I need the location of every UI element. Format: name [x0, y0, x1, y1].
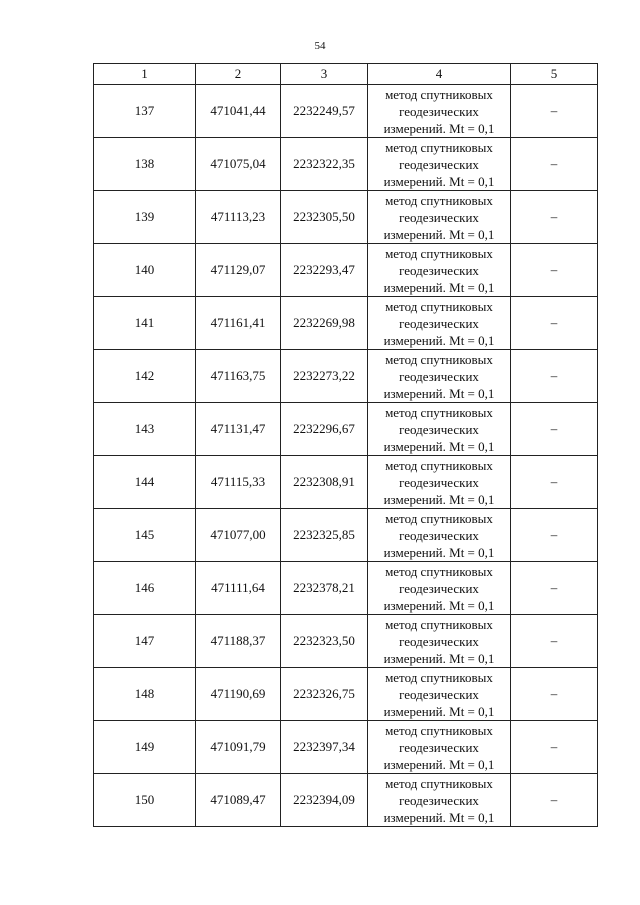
y-coordinate-cell: 2232273,22: [281, 350, 368, 403]
point-number-cell: 148: [94, 668, 196, 721]
note-cell: –: [511, 403, 598, 456]
table-row: [94, 615, 598, 668]
x-coordinate-cell: 471115,33: [196, 456, 281, 509]
x-coordinate-cell: 471077,00: [196, 509, 281, 562]
y-coordinate-cell: 2232326,75: [281, 668, 368, 721]
x-coordinate-cell: 471131,47: [196, 403, 281, 456]
note-cell: –: [511, 456, 598, 509]
x-coordinate-cell: 471190,69: [196, 668, 281, 721]
y-coordinate-cell: 2232394,09: [281, 774, 368, 827]
point-number-cell: 146: [94, 562, 196, 615]
coordinates-table: [93, 63, 598, 827]
header-row: [94, 64, 598, 85]
method-cell: метод спутниковых геодезических измерений. Mt = 0,1: [368, 721, 511, 774]
table-row: [94, 721, 598, 774]
point-number-cell: 141: [94, 297, 196, 350]
method-cell: метод спутниковых геодезических измерений. Mt = 0,1: [368, 456, 511, 509]
x-coordinate-cell: 471163,75: [196, 350, 281, 403]
method-cell: метод спутниковых геодезических измерений. Mt = 0,1: [368, 403, 511, 456]
header-cell-2: 2: [196, 64, 281, 85]
y-coordinate-cell: 2232325,85: [281, 509, 368, 562]
point-number-cell: 140: [94, 244, 196, 297]
note-cell: –: [511, 191, 598, 244]
method-cell: метод спутниковых геодезических измерений. Mt = 0,1: [368, 244, 511, 297]
table-row: [94, 509, 598, 562]
y-coordinate-cell: 2232293,47: [281, 244, 368, 297]
header-cell-1: 1: [94, 64, 196, 85]
method-cell: метод спутниковых геодезических измерений. Mt = 0,1: [368, 668, 511, 721]
table-row: [94, 350, 598, 403]
table-body: [94, 85, 598, 827]
note-cell: –: [511, 350, 598, 403]
y-coordinate-cell: 2232308,91: [281, 456, 368, 509]
note-cell: –: [511, 774, 598, 827]
point-number-cell: 149: [94, 721, 196, 774]
table-row: [94, 85, 598, 138]
table-row: [94, 562, 598, 615]
method-cell: метод спутниковых геодезических измерений. Mt = 0,1: [368, 562, 511, 615]
header-cell-5: 5: [511, 64, 598, 85]
page-number: 54: [314, 40, 326, 52]
x-coordinate-cell: 471091,79: [196, 721, 281, 774]
y-coordinate-cell: 2232323,50: [281, 615, 368, 668]
table-row: [94, 138, 598, 191]
x-coordinate-cell: 471188,37: [196, 615, 281, 668]
note-cell: –: [511, 562, 598, 615]
table-row: [94, 403, 598, 456]
x-coordinate-cell: 471161,41: [196, 297, 281, 350]
point-number-cell: 143: [94, 403, 196, 456]
method-cell: метод спутниковых геодезических измерений. Mt = 0,1: [368, 85, 511, 138]
point-number-cell: 145: [94, 509, 196, 562]
x-coordinate-cell: 471111,64: [196, 562, 281, 615]
table-row: [94, 774, 598, 827]
x-coordinate-cell: 471129,07: [196, 244, 281, 297]
table-row: [94, 244, 598, 297]
x-coordinate-cell: 471075,04: [196, 138, 281, 191]
note-cell: –: [511, 721, 598, 774]
note-cell: –: [511, 244, 598, 297]
point-number-cell: 150: [94, 774, 196, 827]
method-cell: метод спутниковых геодезических измерений. Mt = 0,1: [368, 297, 511, 350]
point-number-cell: 138: [94, 138, 196, 191]
x-coordinate-cell: 471113,23: [196, 191, 281, 244]
note-cell: –: [511, 668, 598, 721]
method-cell: метод спутниковых геодезических измерений. Mt = 0,1: [368, 350, 511, 403]
y-coordinate-cell: 2232269,98: [281, 297, 368, 350]
table-row: [94, 668, 598, 721]
y-coordinate-cell: 2232397,34: [281, 721, 368, 774]
note-cell: –: [511, 138, 598, 191]
y-coordinate-cell: 2232296,67: [281, 403, 368, 456]
table-row: [94, 191, 598, 244]
method-cell: метод спутниковых геодезических измерений. Mt = 0,1: [368, 191, 511, 244]
point-number-cell: 142: [94, 350, 196, 403]
point-number-cell: 147: [94, 615, 196, 668]
table-header: [94, 64, 598, 85]
point-number-cell: 139: [94, 191, 196, 244]
y-coordinate-cell: 2232249,57: [281, 85, 368, 138]
method-cell: метод спутниковых геодезических измерений. Mt = 0,1: [368, 138, 511, 191]
method-cell: метод спутниковых геодезических измерений. Mt = 0,1: [368, 774, 511, 827]
point-number-cell: 144: [94, 456, 196, 509]
y-coordinate-cell: 2232378,21: [281, 562, 368, 615]
table-row: [94, 297, 598, 350]
note-cell: –: [511, 509, 598, 562]
header-cell-3: 3: [281, 64, 368, 85]
x-coordinate-cell: 471041,44: [196, 85, 281, 138]
point-number-cell: 137: [94, 85, 196, 138]
header-cell-4: 4: [368, 64, 511, 85]
note-cell: –: [511, 297, 598, 350]
x-coordinate-cell: 471089,47: [196, 774, 281, 827]
method-cell: метод спутниковых геодезических измерений. Mt = 0,1: [368, 509, 511, 562]
table-row: [94, 456, 598, 509]
note-cell: –: [511, 85, 598, 138]
y-coordinate-cell: 2232322,35: [281, 138, 368, 191]
note-cell: –: [511, 615, 598, 668]
method-cell: метод спутниковых геодезических измерений. Mt = 0,1: [368, 615, 511, 668]
y-coordinate-cell: 2232305,50: [281, 191, 368, 244]
